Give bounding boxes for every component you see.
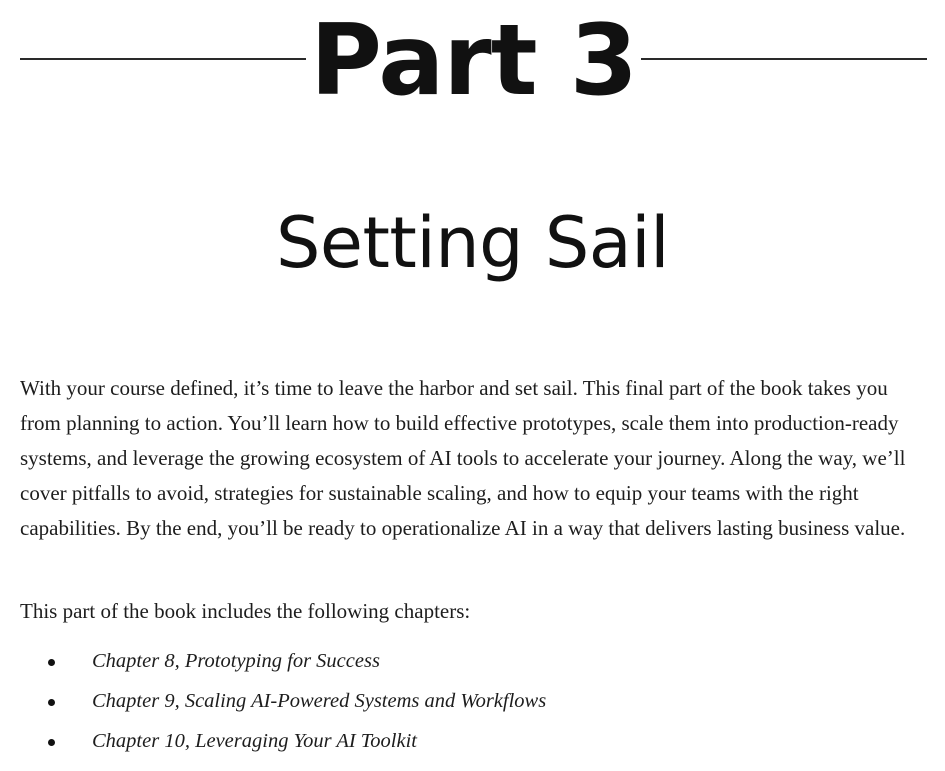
chapters-intro-text: This part of the book includes the following chapters: [20,599,471,623]
bullet-icon [48,739,55,746]
right-divider [641,58,927,60]
left-divider [20,58,306,60]
intro-paragraph: With your course defined, it’s time to leave the harbor and set sail. This final part of the book takes you from planning to action. You’ll learn how to build effective prototypes, scale them into production-ready systems, and leverage the growing ecosystem of AI tools to accelerate your journey. Along the way, we’ll cover pitfalls to avoid, strategies for sustainable scaling, and how to equip your teams with the right capabilities. By the end, you’ll be ready to operationalize AI in a way that delivers lasting business value. [20,376,906,540]
chapter-link[interactable]: Chapter 10, Leveraging Your AI Toolkit [92,730,417,752]
chapter-link[interactable]: Chapter 8, Prototyping for Success [92,650,380,672]
chapter-link[interactable]: Chapter 9, Scaling AI-Powered Systems and Workflows [92,690,547,712]
bullet-icon [48,699,55,706]
bullet-icon [48,659,55,666]
part-number-title: Part 3 [310,4,637,118]
part-header [20,0,927,118]
part-title: Setting Sail [275,202,670,284]
